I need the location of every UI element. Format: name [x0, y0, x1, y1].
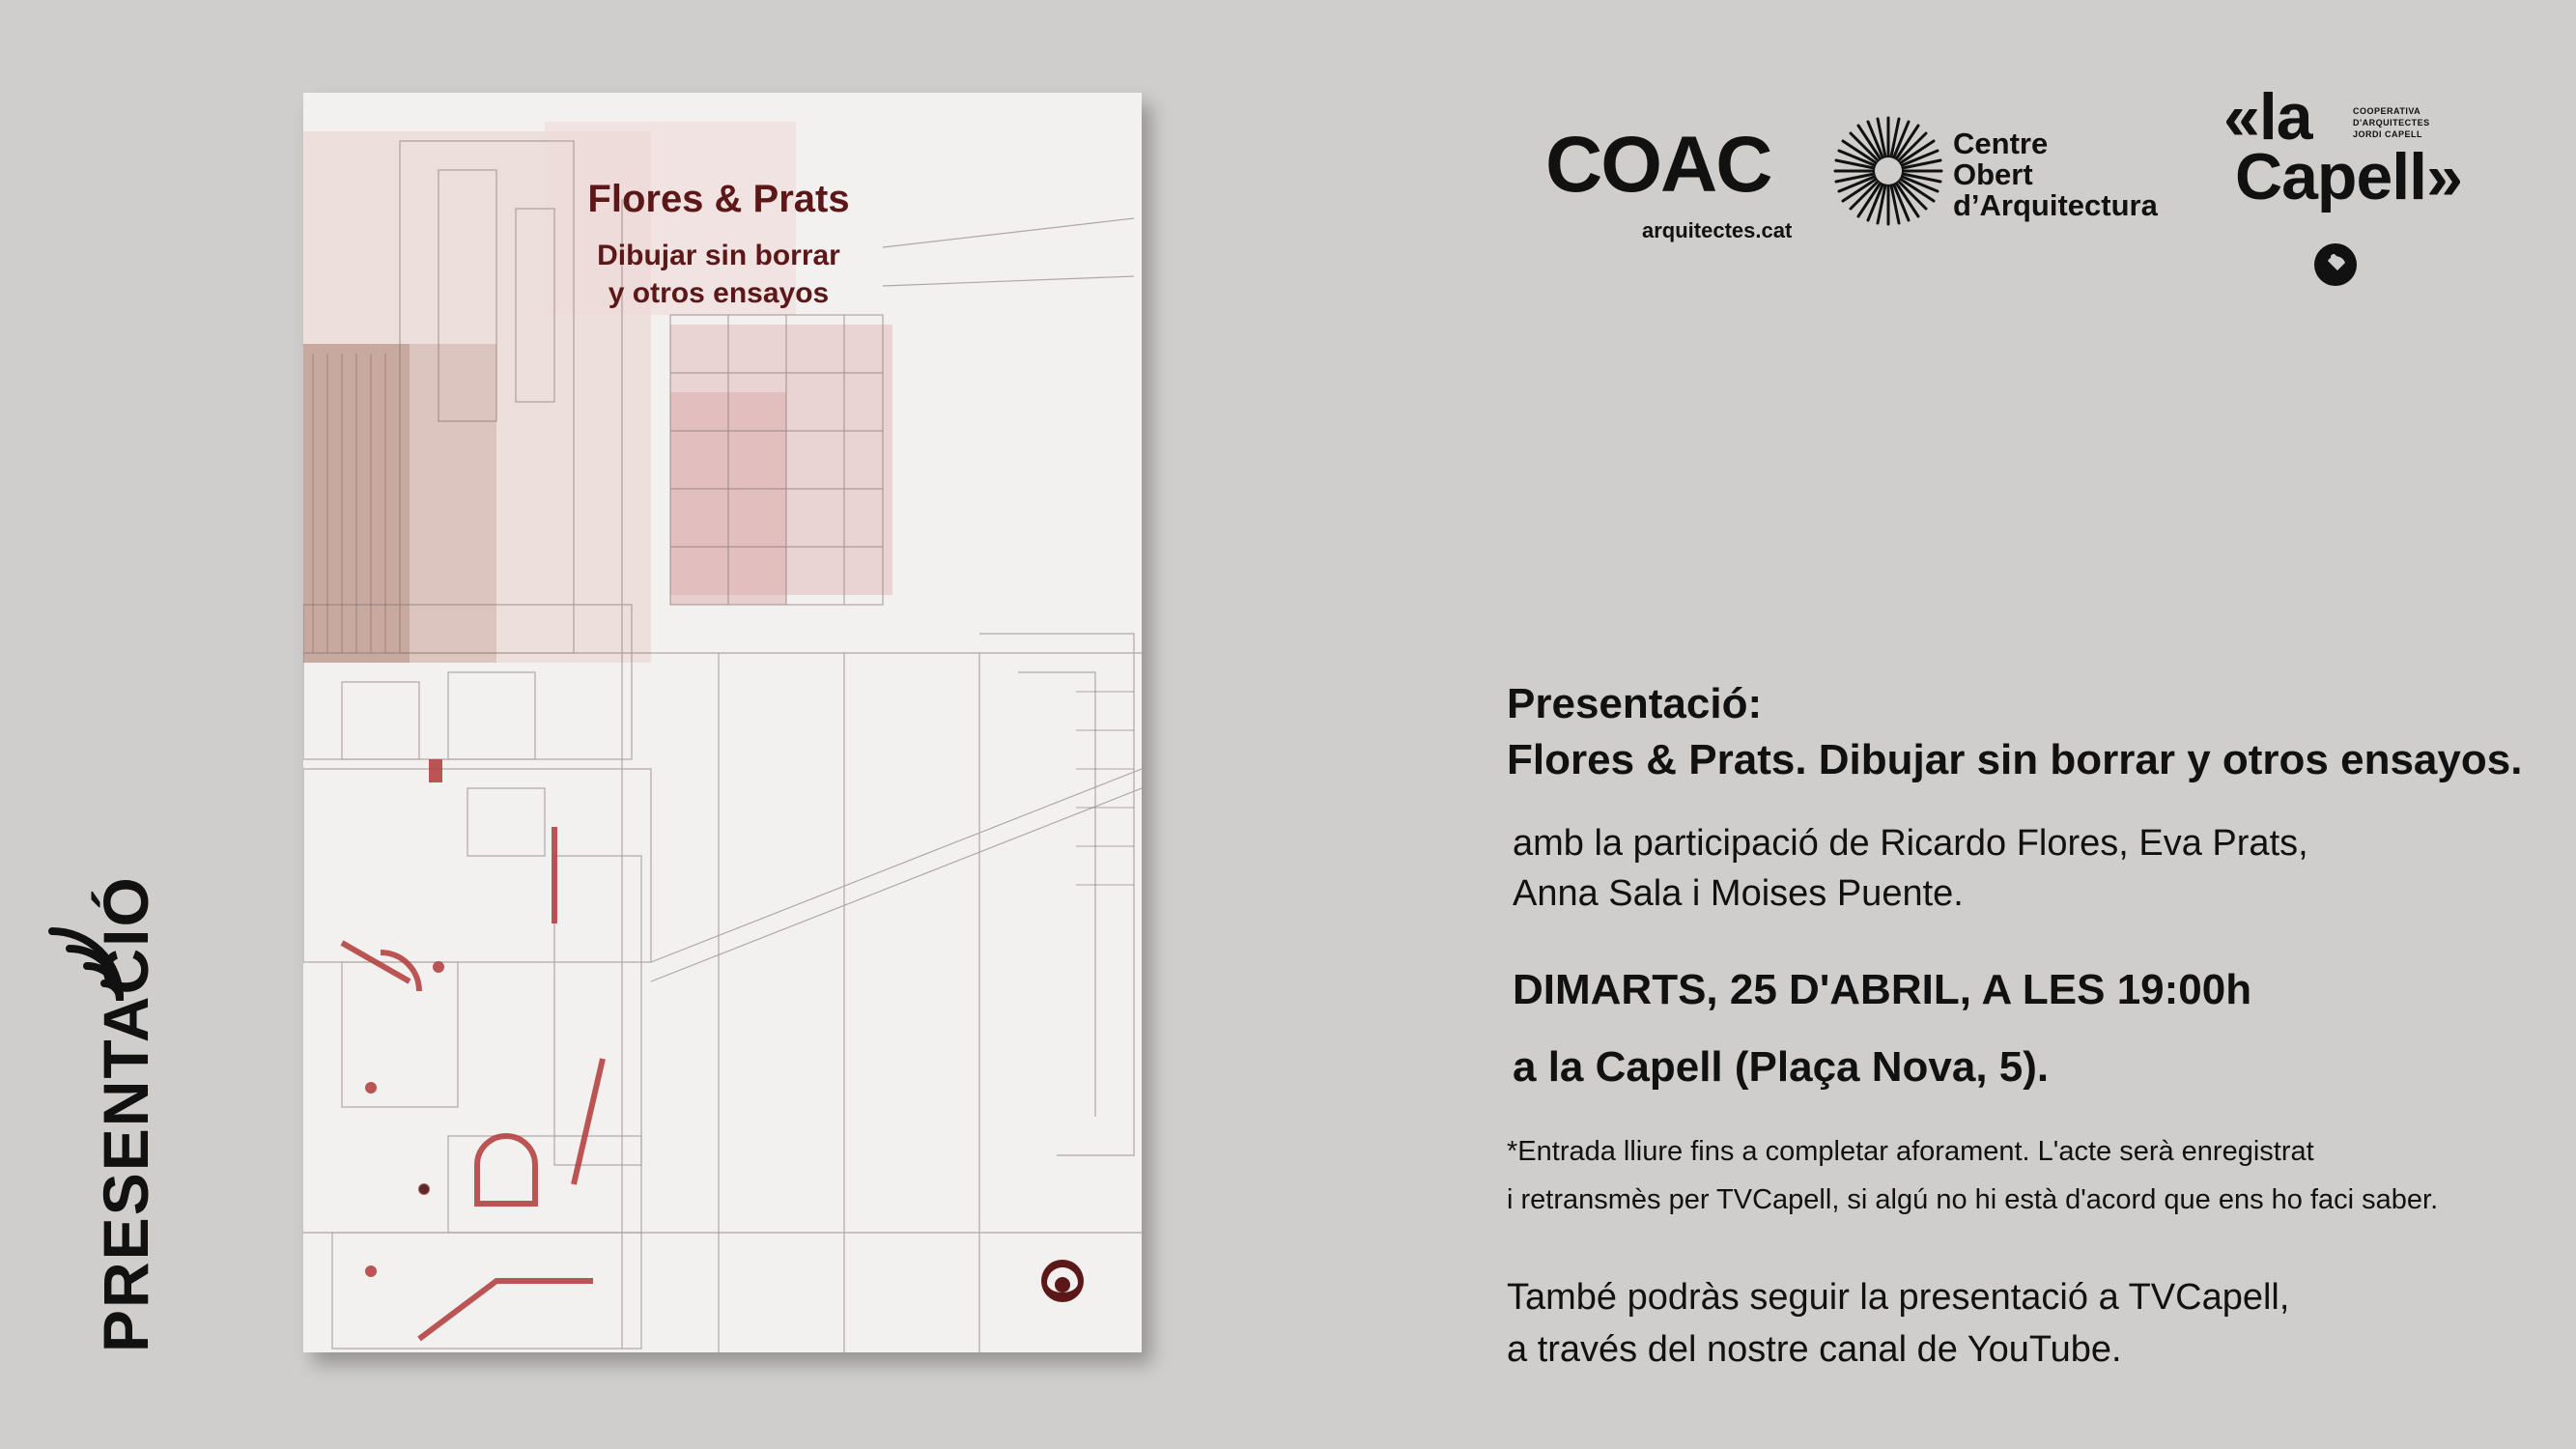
youtube-line2: a través del nostre canal de YouTube. [1507, 1329, 2122, 1370]
lacapell-logo-line1: «la [2223, 80, 2312, 154]
event-date: DIMARTS, 25 D'ABRIL, A LES 19:00h [1513, 966, 2252, 1013]
youtube-line1: També podràs seguir la presentació a TVCapell, [1507, 1277, 2290, 1318]
coop-line3: JORDI CAPELL [2353, 129, 2423, 139]
side-label: PRESENTACIÓ [90, 875, 161, 1352]
cobert-line1: Centre [1953, 127, 2049, 160]
book-cover [303, 93, 1142, 1352]
cobert-line2: Obert [1953, 157, 2033, 191]
coop-line1: COOPERATIVA [2353, 106, 2421, 116]
event-place: a la Capell (Plaça Nova, 5). [1513, 1043, 2050, 1091]
note-line1: *Entrada lliure fins a completar aforament. L'acte serà enregistrat [1507, 1136, 2314, 1167]
event-title: Flores & Prats. Dibujar sin borrar y otros ensayos. [1507, 736, 2523, 783]
publisher-icon [1039, 1258, 1086, 1304]
book-subtitle-line1: Dibujar sin borrar [597, 240, 840, 271]
participants-line1: amb la participació de Ricardo Flores, Eva Prats, [1513, 823, 2308, 864]
book-author: Flores & Prats [587, 178, 850, 220]
note-line2: i retransmès per TVCapell, si algú no hi està d'acord que ens ho faci saber. [1507, 1184, 2439, 1215]
participants-line2: Anna Sala i Moises Puente. [1513, 873, 1964, 914]
coop-line2: D'ARQUITECTES [2353, 118, 2430, 128]
coac-logo [1545, 121, 1771, 209]
book-subtitle-line2: y otros ensayos [608, 277, 830, 309]
cobert-line3: d’Arquitectura [1953, 188, 2158, 222]
coac-logo-text: COAC [1545, 121, 1771, 209]
lacapell-logo-line2: Capell» [2235, 140, 2462, 213]
coac-url: arquitectes.cat [1642, 218, 1793, 242]
capell-icon [2312, 242, 2359, 288]
starburst-icon [1833, 116, 1943, 226]
event-heading: Presentació: [1507, 680, 1763, 727]
